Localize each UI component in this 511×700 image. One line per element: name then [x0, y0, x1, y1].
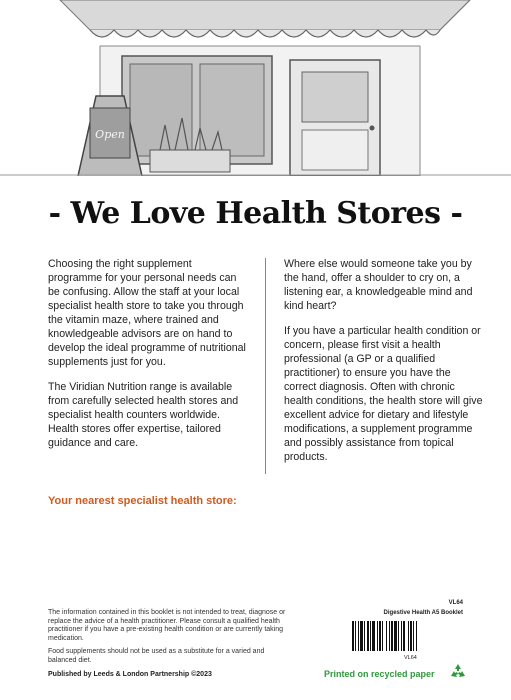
open-sign-text: Open [95, 128, 125, 141]
left-paragraph: Choosing the right supplement programme for your personal needs can be confusing. Allow the staff at your local specialist health store to take you through the vitamin maze, where trained and knowledgeable advisors are on hand to develop the ideal programme of nutritional supplements just for you. [48, 258, 246, 368]
nearest-store-heading: Your nearest specialist health store: [48, 495, 237, 507]
column-divider [265, 258, 266, 474]
barcode-bar [382, 621, 383, 651]
page-title: - We Love Health Stores - [48, 196, 463, 231]
right-paragraph: If you have a particular health condition or concern, please first visit a health professional (a GP or a qualified practitioner) to ensure you have the correct diagnosis. Often with chronic health conditions, the health store will give excellent advice for dietary and lifestyle modifications, a supplement programme and possibly assistance from topical products. [284, 325, 483, 463]
right-paragraph: Where else would someone take you by the hand, offer a shoulder to cry on, a listening ear, a knowledgeable mind and kind heart? [284, 258, 473, 312]
left-column [48, 257, 248, 461]
recycle-icon [448, 662, 468, 682]
barcode-bar [367, 621, 369, 651]
barcode-bar [372, 621, 375, 651]
disclaimer-paragraph: Food supplements should not be used as a substitute for a varied and balanced diet. [48, 648, 265, 664]
barcode [352, 621, 464, 651]
barcode-bar [377, 621, 378, 651]
barcode-bar [403, 621, 405, 651]
recycled-paper-label: Printed on recycled paper [324, 669, 435, 679]
barcode-bar [391, 621, 393, 651]
barcode-bar [416, 621, 417, 651]
publisher-line: Published by Leeds & London Partnership ©2023 [48, 671, 212, 678]
left-paragraph: The Viridian Nutrition range is available from carefully selected health stores and specialist health counters worldwide. Health stores offer expertise, tailored guidance and care. [48, 381, 239, 449]
barcode-bar [360, 621, 363, 651]
storefront-illustration [0, 0, 511, 176]
right-column [284, 257, 484, 475]
barcode-bar [379, 621, 381, 651]
disclaimer [48, 609, 288, 671]
barcode-bar [358, 621, 359, 651]
booklet-name: Digestive Health A5 Booklet [383, 610, 463, 616]
barcode-bar [386, 621, 387, 651]
barcode-code: VL64 [404, 655, 417, 661]
barcode-bar [389, 621, 390, 651]
barcode-bar [413, 621, 414, 651]
product-code: VL64 [448, 600, 463, 606]
barcode-bar [410, 621, 412, 651]
barcode-bar [408, 621, 409, 651]
barcode-bar [394, 621, 397, 651]
barcode-bar [355, 621, 356, 651]
barcode-bar [370, 621, 371, 651]
barcode-bar [364, 621, 365, 651]
barcode-bar [401, 621, 402, 651]
barcode-bar [398, 621, 399, 651]
disclaimer-paragraph: The information contained in this booklet is not intended to treat, diagnose or replace the advice of a health practitioner. Please consult a qualified health practitioner if you have a pre-existing health condition or are currently taking medication. [48, 609, 286, 642]
barcode-bar [352, 621, 354, 651]
